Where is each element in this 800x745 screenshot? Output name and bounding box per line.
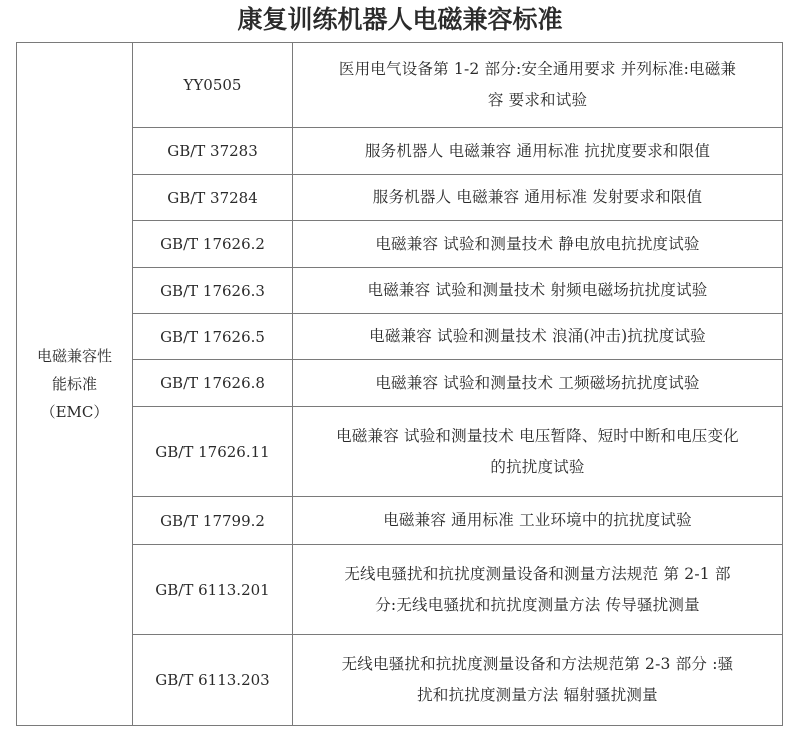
standard-description xyxy=(293,545,783,635)
standard-description xyxy=(293,221,783,268)
standard-description xyxy=(293,360,783,407)
description-line: 医用电气设备第 1-2 部分:安全通用要求 并列标准:电磁兼 xyxy=(338,60,737,78)
standard-code: GB/T 6113.203 xyxy=(133,635,293,726)
description-line: 电磁兼容 试验和测量技术 浪涌(冲击)抗扰度试验 xyxy=(369,327,706,345)
standard-code: GB/T 37283 xyxy=(133,128,293,175)
standard-description xyxy=(293,128,783,175)
standard-code: GB/T 17626.2 xyxy=(133,221,293,268)
description-line: 电磁兼容 试验和测量技术 工频磁场抗扰度试验 xyxy=(375,373,700,392)
description-line: 服务机器人 电磁兼容 通用标准 抗扰度要求和限值 xyxy=(364,141,711,160)
standard-code: GB/T 17626.8 xyxy=(133,360,293,407)
description-line: 的抗扰度试验 xyxy=(490,457,585,476)
description-line: 扰和抗扰度测量方法 辐射骚扰测量 xyxy=(417,686,658,704)
standard-description xyxy=(293,497,783,545)
standard-code: GB/T 17626.11 xyxy=(133,407,293,497)
description-line: 容 要求和试验 xyxy=(487,91,588,109)
emc-standards-table xyxy=(16,42,783,726)
description-line: 无线电骚扰和抗扰度测量设备和测量方法规范 第 2-1 部 xyxy=(344,564,731,583)
standard-description xyxy=(293,43,783,128)
standard-code: GB/T 37284 xyxy=(133,175,293,221)
description-line: 无线电骚扰和抗扰度测量设备和方法规范第 2-3 部分 :骚 xyxy=(341,655,734,673)
standard-code: GB/T 17799.2 xyxy=(133,497,293,545)
description-line: 分:无线电骚扰和抗扰度测量方法 传导骚扰测量 xyxy=(375,595,700,614)
description-line: 电磁兼容 通用标准 工业环境中的抗扰度试验 xyxy=(383,511,692,529)
standard-code: GB/T 17626.5 xyxy=(133,314,293,360)
description-line: 电磁兼容 试验和测量技术 射频电磁场抗扰度试验 xyxy=(367,281,708,299)
page-title: 康复训练机器人电磁兼容标准 xyxy=(237,5,563,34)
standard-code: YY0505 xyxy=(133,43,293,128)
standard-description xyxy=(293,314,783,360)
standard-description xyxy=(293,175,783,221)
table-row xyxy=(17,43,783,128)
description-line: 电磁兼容 试验和测量技术 静电放电抗扰度试验 xyxy=(375,234,700,253)
description-line: 服务机器人 电磁兼容 通用标准 发射要求和限值 xyxy=(372,188,703,206)
category-line: （EMC） xyxy=(40,403,109,421)
category-cell xyxy=(17,43,133,726)
category-line: 电磁兼容性 xyxy=(36,347,112,365)
standard-code: GB/T 6113.201 xyxy=(133,545,293,635)
category-line: 能标准 xyxy=(51,375,97,393)
standard-description xyxy=(293,268,783,314)
description-line: 电磁兼容 试验和测量技术 电压暂降、短时中断和电压变化 xyxy=(336,426,739,445)
standard-code: GB/T 17626.3 xyxy=(133,268,293,314)
standard-description xyxy=(293,407,783,497)
standard-description xyxy=(293,635,783,726)
